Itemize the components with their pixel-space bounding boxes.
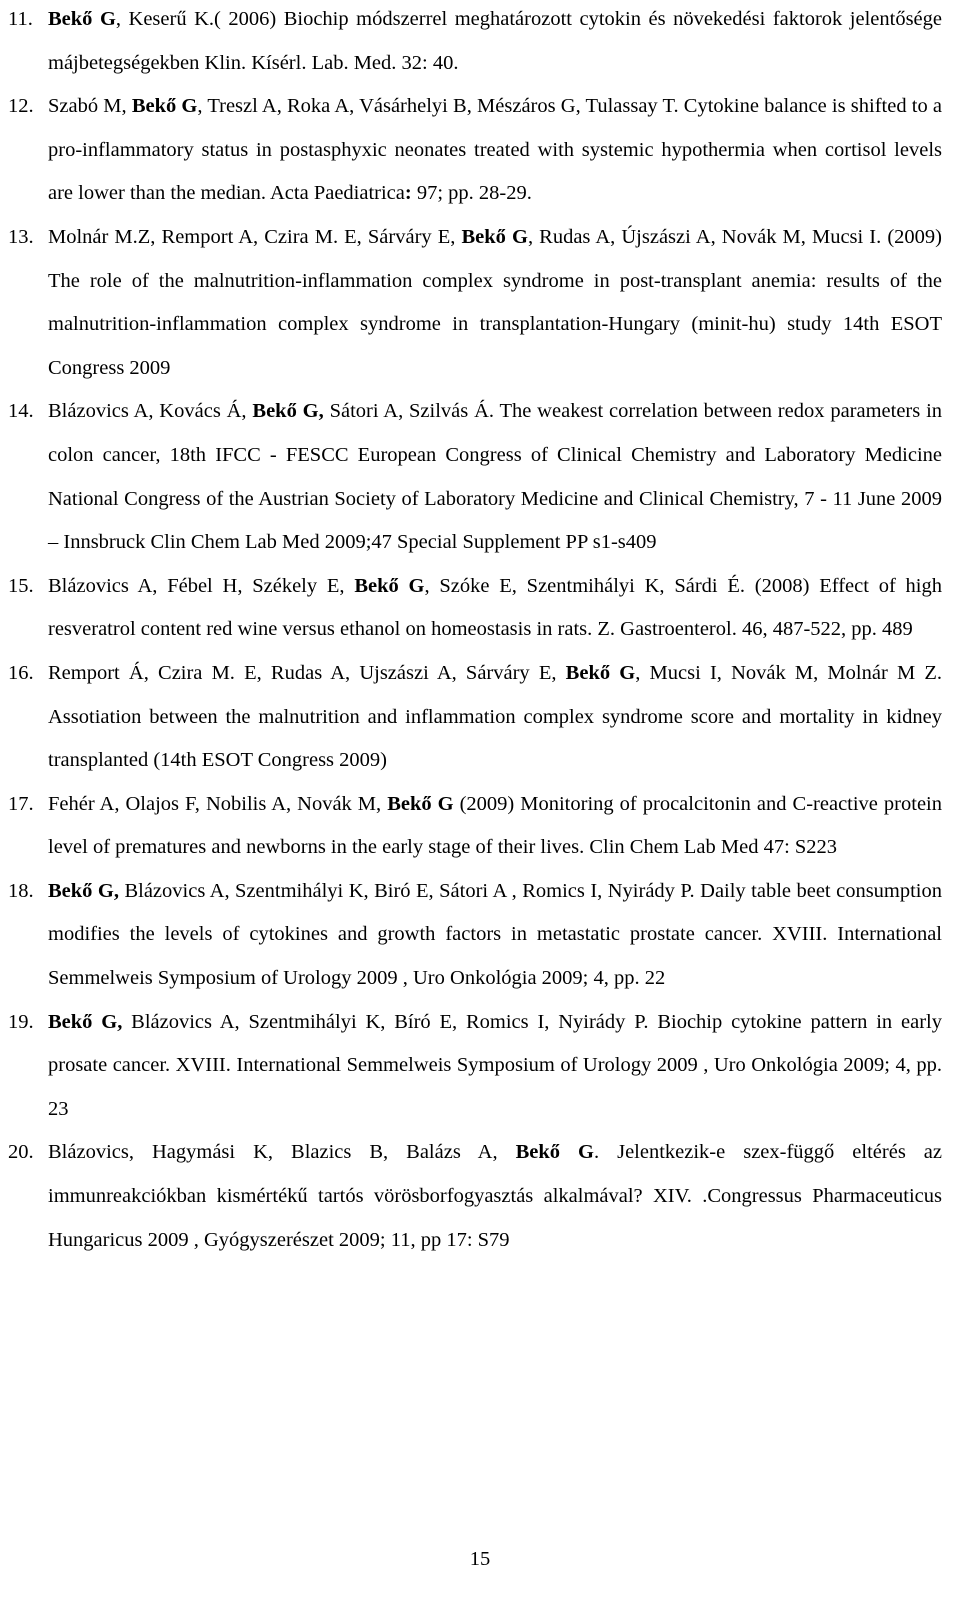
reference-number: 20. — [8, 1141, 34, 1164]
reference-text: Blázovics A, Fébel H, Székely E, Bekő G, Szóke E, Szentmihályi K, Sárdi É. (2008) Effect of high resveratrol content red wine versus ethanol on homeostasis in rats. Z. Gastroenterol. 46, 487-522, pp. 489 — [48, 574, 942, 641]
author-highlight: Bekő G — [515, 1141, 594, 1164]
author-highlight: Bekő G — [131, 95, 198, 118]
reference-text: Remport Á, Czira M. E, Rudas A, Ujszászi A, Sárváry E, Bekő G, Mucsi I, Novák M, Molnár M Z. Assotiation between the malnutrition and inflammation complex syndrome score and mortality in kidney transplanted (14th ESOT Congress 2009) — [48, 661, 942, 772]
reference-item — [8, 565, 942, 652]
reference-text: Szabó M, Bekő G, Treszl A, Roka A, Vásárhelyi B, Mészáros G, Tulassay T. Cytokine balance is shifted to a pro-inflammatory status in postasphyxic neonates treated with systemic hypothermia when cortisol levels are lower than the median. Acta Paediatrica: 97; pp. 28-29. — [48, 95, 942, 205]
reference-text: Bekő G, Keserű K.( 2006) Biochip módszerrel meghatározott cytokin és növekedési faktorok jelentősége májbetegségekben Klin. Kísérl. Lab. Med. 32: 40. — [48, 8, 942, 74]
page-number: 15 — [469, 1548, 491, 1570]
author-highlight: Bekő G — [387, 792, 454, 815]
author-highlight: Bekő G — [565, 661, 636, 684]
reference-item — [8, 0, 942, 85]
reference-number: 12. — [8, 95, 34, 118]
author-highlight: Bekő G — [48, 8, 116, 30]
reference-text: Fehér A, Olajos F, Nobilis A, Novák M, Bekő G (2009) Monitoring of procalcitonin and C-reactive protein level of prematures and newborns in the early stage of their lives. Clin Chem Lab Med 47: S223 — [48, 792, 942, 859]
reference-item — [8, 216, 942, 390]
reference-item — [8, 783, 942, 870]
reference-number: 16. — [8, 661, 34, 684]
reference-text: Bekő G, Blázovics A, Szentmihályi K, Bíró E, Romics I, Nyirády P. Biochip cytokine pattern in early prosate cancer. XVIII. International Semmelweis Symposium of Urology 2009 , Uro Onkológia 2009; 4, pp. 23 — [48, 1010, 942, 1120]
reference-text: Blázovics A, Kovács Á, Bekő G, Sátori A, Szilvás Á. The weakest correlation between redox parameters in colon cancer, 18th IFCC - FESCC European Congress of Clinical Chemistry and Laboratory Medicine National Congress of the Austrian Society of Laboratory Medicine and Clinical Chemistry, 7 - 11 June 2009 – Innsbruck Clin Chem Lab Med 2009;47 Special Supplement PP s1-s409 — [48, 400, 943, 554]
reference-number: 11. — [8, 8, 33, 30]
author-highlight: Bekő G, — [252, 400, 324, 423]
reference-number: 15. — [8, 574, 34, 597]
reference-item — [8, 85, 942, 216]
reference-item — [8, 1131, 942, 1262]
reference-text: Blázovics, Hagymási K, Blazics B, Balázs A, Bekő G. Jelentkezik-e szex-függő eltérés az immunreakciókban kismértékű tartós vörösborfogyasztás alkalmával? XIV. .Congressus Pharmaceuticus Hungaricus 2009 , Gyógyszerészet 2009; 11, pp 17: S79 — [48, 1141, 942, 1251]
author-highlight: Bekő G — [354, 574, 425, 597]
reference-number: 19. — [8, 1010, 34, 1033]
author-highlight: Bekő G — [461, 225, 528, 248]
reference-number: 13. — [8, 225, 34, 248]
reference-item — [8, 870, 942, 1001]
reference-item — [8, 390, 942, 564]
reference-number: 14. — [8, 400, 34, 423]
author-highlight: Bekő G, — [48, 1010, 123, 1033]
reference-list — [8, 0, 942, 1262]
reference-item — [8, 652, 942, 783]
author-highlight: Bekő G, — [48, 879, 119, 902]
reference-number: 18. — [8, 879, 34, 902]
reference-text: Bekő G, Blázovics A, Szentmihályi K, Biró E, Sátori A , Romics I, Nyirády P. Daily table beet consumption modifies the levels of cytokines and growth factors in metastatic prostate cancer. XVIII. International Semmelweis Symposium of Urology 2009 , Uro Onkológia 2009; 4, pp. 22 — [48, 879, 943, 990]
reference-number: 17. — [8, 792, 34, 815]
reference-item — [8, 1001, 942, 1132]
reference-text: Molnár M.Z, Remport A, Czira M. E, Sárváry E, Bekő G, Rudas A, Újszászi A, Novák M, Mucsi I. (2009) The role of the malnutrition-inflammation complex syndrome in post-transplant anemia: results of the malnutrition-inflammation complex syndrome in transplantation-Hungary (minit-hu) study 14th ESOT Congress 2009 — [48, 225, 943, 379]
